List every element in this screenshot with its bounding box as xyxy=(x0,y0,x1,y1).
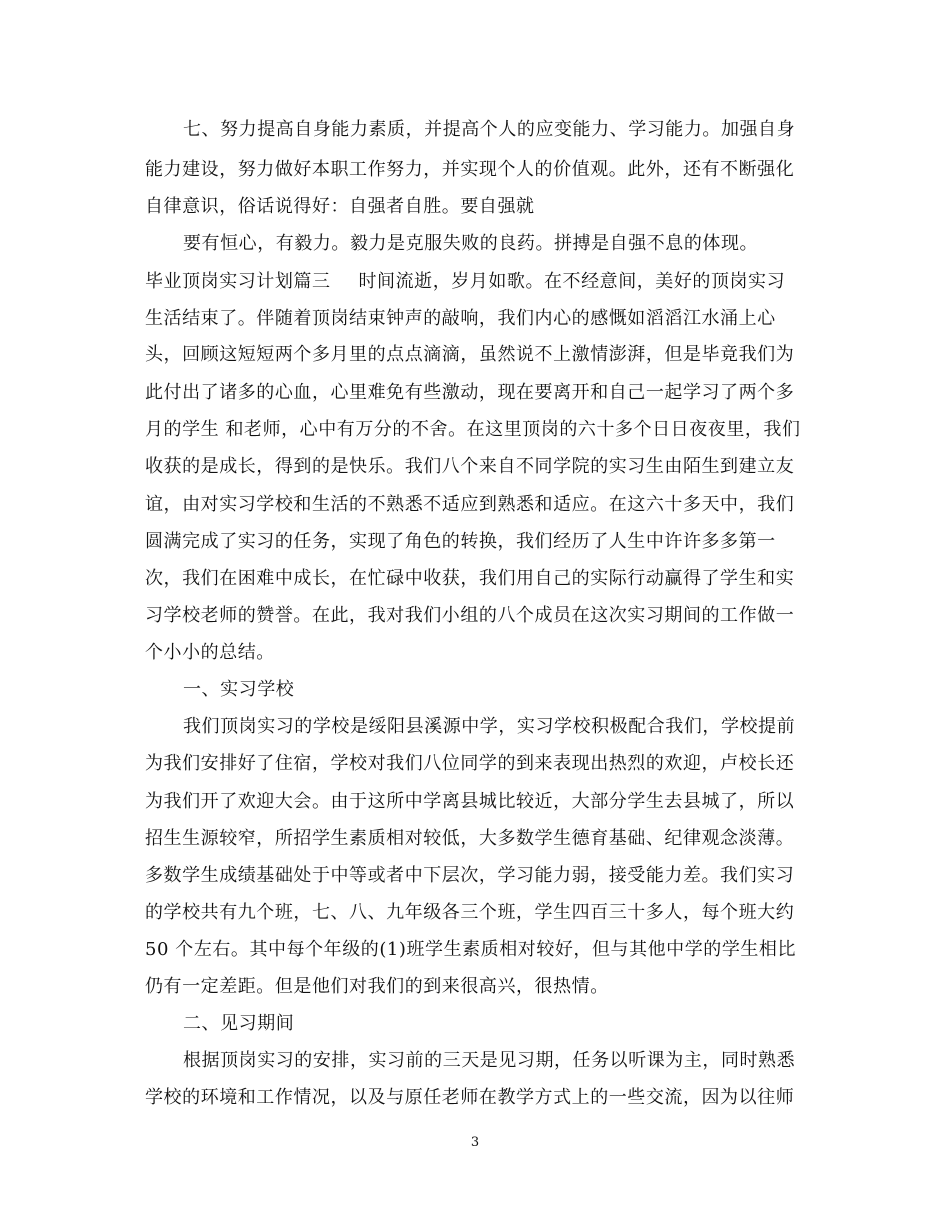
page-number: 3 xyxy=(470,1135,480,1150)
text-line: 我们顶岗实习的学校是绥阳县溪源中学，实习学校积极配合我们，学校提前 xyxy=(183,716,796,737)
text-line: 学校的环境和工作情况，以及与原任老师在教学方式上的一些交流，因为以往师 xyxy=(145,1087,795,1108)
text-line: 习学校老师的赞誉。在此，我对我们小组的八个成员在这次实习期间的工作做一 xyxy=(145,605,795,626)
text-line: 的学校共有九个班，七、八、九年级各三个班，学生四百三十多人，每个班大约 xyxy=(145,902,795,923)
text-line: 此付出了诸多的心血，心里难免有些激动，现在要离开和自己一起学习了两个多 xyxy=(145,382,795,403)
text-line: 头，回顾这短短两个多月里的点点滴滴，虽然说不上激情澎湃，但是毕竟我们为 xyxy=(145,344,795,365)
text-line: 能力建设，努力做好本职工作努力，并实现个人的价值观。此外，还有不断强化 xyxy=(145,159,795,180)
text-line xyxy=(145,271,785,295)
text-line: 谊，由对实习学校和生活的不熟悉不适应到熟悉和适应。在这六十多天中，我们 xyxy=(145,494,795,515)
text-line: 要有恒心，有毅力。毅力是克服失败的良药。拼搏是自强不息的体现。 xyxy=(183,233,759,254)
text-line: 个小小的总结。 xyxy=(145,642,275,663)
section-title: 毕业顶岗实习计划篇三 xyxy=(145,271,331,292)
text-line: 招生生源较窄，所招学生素质相对较低，大多数学生德育基础、纪律观念淡薄。 xyxy=(145,828,795,849)
text-line: 圆满完成了实习的任务，实现了角色的转换，我们经历了人生中许许多多第一 xyxy=(145,531,776,552)
text-line: 根据顶岗实习的安排，实习前的三天是见习期，任务以听课为主，同时熟悉 xyxy=(183,1050,796,1071)
section-heading: 二、见习期间 xyxy=(183,1013,295,1034)
text-line: 生活结束了。伴随着顶岗结束钟声的敲响，我们内心的感慨如滔滔江水涌上心 xyxy=(145,308,776,329)
text-line: 为我们开了欢迎大会。由于这所中学离县城比较近，大部分学生去县城了，所以 xyxy=(145,791,795,812)
text-line: 自律意识，俗话说得好：自强者自胜。要自强就 xyxy=(145,196,535,217)
text-line: 为我们安排好了住宿，学校对我们八位同学的到来表现出热烈的欢迎，卢校长还 xyxy=(145,753,795,774)
text-line: 七、努力提高自身能力素质，并提高个人的应变能力、学习能力。加强自身 xyxy=(183,119,796,140)
text-line: 收获的是成长，得到的是快乐。我们八个来自不同学院的实习生由陌生到建立友 xyxy=(145,456,795,477)
section-heading: 一、实习学校 xyxy=(183,679,295,700)
text-line: 50 个左右。其中每个年级的(1)班学生素质相对较好，但与其他中学的学生相比 xyxy=(145,939,797,960)
text-line: 次，我们在困难中成长，在忙碌中收获，我们用自己的实际行动赢得了学生和实 xyxy=(145,568,795,589)
text-line-continuation: 时间流逝，岁月如歌。在不经意间，美好的顶岗实习 xyxy=(358,271,786,292)
text-line: 多数学生成绩基础处于中等或者中下层次，学习能力弱，接受能力差。我们实习 xyxy=(145,865,795,886)
text-line: 仍有一定差距。但是他们对我们的到来很高兴，很热情。 xyxy=(145,976,609,997)
text-line: 月的学生 和老师，心中有万分的不舍。在这里顶岗的六十多个日日夜夜里，我们 xyxy=(145,419,801,440)
